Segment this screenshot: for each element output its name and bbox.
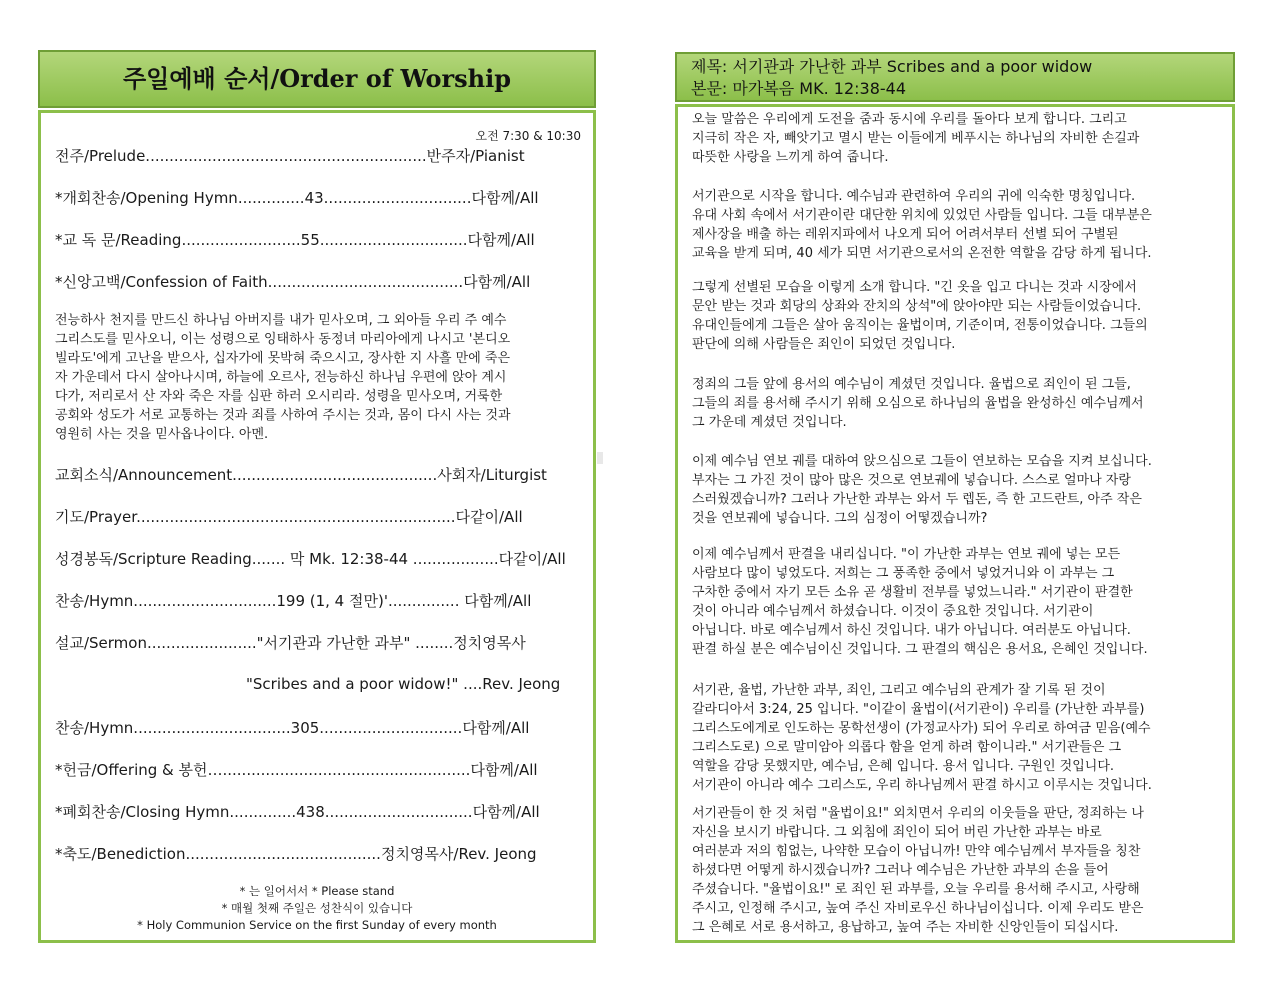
sermon-paragraph-2: 서기관으로 시작을 합니다. 예수님과 관련하여 우리의 귀에 익숙한 명칭입니다. 유대 사회 속에서 서기관이란 대단한 위치에 있었던 사람들 입니다. 그들 대부분은 제사장을 배출 하는 레위지파에서 나오게 되어 어려서부터 선별 되어 구별된 교육을 받게 되며, 40 세가 되면 서기관으로서의 온전한 역할을 감당 하게 됩니다.: [692, 189, 1152, 261]
note-communion-en: * Holy Communion Service on the first Sunday of every month: [137, 918, 497, 932]
sermon-paragraph-3: 그렇게 선별된 모습을 이렇게 소개 합니다. "긴 옷을 입고 다니는 것과 시장에서 문안 받는 것과 회당의 상좌와 잔치의 상석"에 앉아야만 되는 사람들이었습니다. 유대인들에게 그들은 살아 움직이는 율법이며, 기준이며, 전통이었습니다. 그들의 판단에 의해 사람들은 죄인이 되었던 것입니다.: [692, 280, 1148, 352]
footnotes: [41, 883, 593, 934]
sermon-paragraph-5: 이제 예수님 연보 궤를 대하여 앉으심으로 그들이 연보하는 모습을 지켜 보십니다. 부자는 그 가진 것이 많아 많은 것으로 연보궤에 넣습니다. 스스로 얼마나 자랑 스러웠겠습니까? 그러나 가난한 과부는 와서 두 렙돈, 즉 한 고드란트, 아주 작은 것을 연보궤에 넣습니다. 그의 심정이 어떻겠습니까?: [692, 454, 1152, 526]
service-times: 오전 7:30 & 10:30: [475, 129, 581, 143]
order-item-reading: *교 독 문/Reading.........................55...............................다함께/All: [55, 231, 535, 249]
sermon-paragraph-1: 오늘 말씀은 우리에게 도전을 줌과 동시에 우리를 돌아다 보게 합니다. 그리고 지극히 작은 자, 빼앗기고 멸시 받는 이들에게 베푸시는 하나님의 자비한 손길과 따뜻한 사랑을 느끼게 하여 줍니다.: [692, 112, 1140, 165]
apostles-creed-text: 전능하사 천지를 만드신 하나님 아버지를 내가 믿사오며, 그 외아들 우리 주 예수 그리스도를 믿사오니, 이는 성령으로 잉태하사 동정녀 마리아에게 나시고 '본디오 빌라도'에게 고난을 받으사, 십자가에 못박혀 죽으시고, 장사한 지 사흘 만에 죽은 자 가운데서 다시 살아나시며, 하늘에 오르사, 전능하신 하나님 우편에 앉아 계시 다가, 저리로서 산 자와 죽은 자를 심판 하러 오시리라. 성령을 믿사오며, 거룩한 공회와 성도가 서로 교통하는 것과 죄를 사하여 주시는 것과, 몸이 다시 사는 것과 영원히 사는 것을 믿사옵나이다. 아멘.: [55, 313, 511, 442]
sermon-paragraph-7: 서기관, 율법, 가난한 과부, 죄인, 그리고 예수님의 관계가 잘 기록 된 것이 갈라디아서 3:24, 25 입니다. "이같이 율법이(서기관이) 우리를 (가난한 과부를) 그리스도에게로 인도하는 몽학선생이 (가정교사가) 되어 우리로 하여금 믿음(예수 그리스도로) 으로 말미암아 의롭다 함을 얻게 하려 함이니라." 서기관들은 그 역할을 감당 못했지만, 예수님, 은혜 입니다. 용서 입니다. 구원인 것입니다. 서기관이 아니라 예수 그리스도, 우리 하나님께서 판결 하시고 이루시는 것입니다.: [692, 683, 1152, 793]
sermon-paragraph-4: 정죄의 그들 앞에 용서의 예수님이 계셨던 것입니다. 율법으로 죄인이 된 그들, 그들의 죄를 용서해 주시기 위해 오심으로 하나님의 율법을 완성하신 예수님께서 그 가운데 계셨던 것입니다.: [692, 377, 1144, 430]
sermon-text-reference: 본문: 마가복음 MK. 12:38-44: [691, 79, 907, 98]
order-item-sermon: 설교/Sermon......................."서기관과 가난한 과부" ........정치영목사: [55, 634, 526, 652]
note-stand: * 는 일어서서 * Please stand: [239, 884, 395, 898]
fold-mark: [597, 452, 603, 464]
order-item-prayer: 기도/Prayer...................................................................다같이/All: [55, 508, 523, 526]
order-of-worship-title: 주일예배 순서/Order of Worship: [122, 64, 512, 93]
sermon-paragraph-8: 서기관들이 한 것 처럼 "율법이요!" 외치면서 우리의 이웃들을 판단, 정죄하는 나 자신을 보시기 바랍니다. 그 외침에 죄인이 되어 버린 가난한 과부는 바로 여러분과 저의 힘없는, 나약한 모습이 아닙니까! 만약 예수님께서 부자들을 칭찬 하셨다면 어떻게 하시겠습니까? 그러나 예수님은 가난한 과부의 손을 들어 주셨습니다. "율법이요!" 로 죄인 된 과부를, 오늘 우리를 용서해 주시고, 사랑해 주시고, 인정해 주시고, 높여 주신 자비로우신 하나님이십니다. 이제 우리도 받은 그 은혜로 서로 용서하고, 용납하고, 높여 주는 자비한 신앙인들이 되십시다.: [692, 806, 1144, 935]
order-item-benediction: *축도/Benediction.........................................정치영목사/Rev. Jeong: [55, 845, 537, 863]
order-item-offering: *헌금/Offering & 봉헌…....................................................다함께/All: [55, 761, 538, 779]
order-item-hymn-2: 찬송/Hymn.................................305..............................다함께/All: [55, 719, 530, 737]
note-communion-ko: * 매월 첫째 주일은 성찬식이 있습니다: [221, 901, 413, 915]
sermon-header: [675, 52, 1235, 102]
order-of-worship-header: [38, 50, 596, 108]
order-item-hymn: 찬송/Hymn..............................199 (1, 4 절만)'............... 다함께/All: [55, 592, 532, 610]
order-item-scripture: 성경봉독/Scripture Reading....... 막 Mk. 12:38-44 ..................다같이/All: [55, 550, 566, 568]
sermon-title: 제목: 서기관과 가난한 과부 Scribes and a poor widow: [691, 57, 1093, 76]
order-of-worship-panel: [38, 110, 596, 943]
order-item-sermon-english: "Scribes and a poor widow!" ....Rev. Jeong: [246, 675, 561, 693]
order-item-opening-hymn: *개회찬송/Opening Hymn..............43...............................다함께/All: [55, 189, 539, 207]
order-item-prelude: 전주/Prelude...........................................................반주자/Pianist: [55, 147, 525, 165]
order-item-closing-hymn: *폐회찬송/Closing Hymn..............438...............................다함께/All: [55, 803, 540, 821]
sermon-paragraph-6: 이제 예수님께서 판결을 내리십니다. "이 가난한 과부는 연보 궤에 넣는 모든 사람보다 많이 넣었도다. 저희는 그 풍족한 중에서 넣었거니와 이 과부는 그 구차한 중에서 자기 모든 소유 곧 생활비 전부를 넣었느니라." 서기관이 판결한 것이 아니라 예수님께서 하셨습니다. 이것이 중요한 것입니다. 서기관이 아닙니다. 바로 예수님께서 하신 것입니다. 내가 아닙니다. 여러분도 아닙니다. 판결 하실 분은 예수님이신 것입니다. 그 판결의 핵심은 용서요, 은혜인 것입니다.: [692, 547, 1148, 657]
order-item-confession: *신앙고백/Confession of Faith.........................................다함께/All: [55, 273, 531, 291]
order-item-announcement: 교회소식/Announcement...........................................사회자/Liturgist: [55, 466, 547, 484]
sermon-panel: [675, 104, 1235, 943]
